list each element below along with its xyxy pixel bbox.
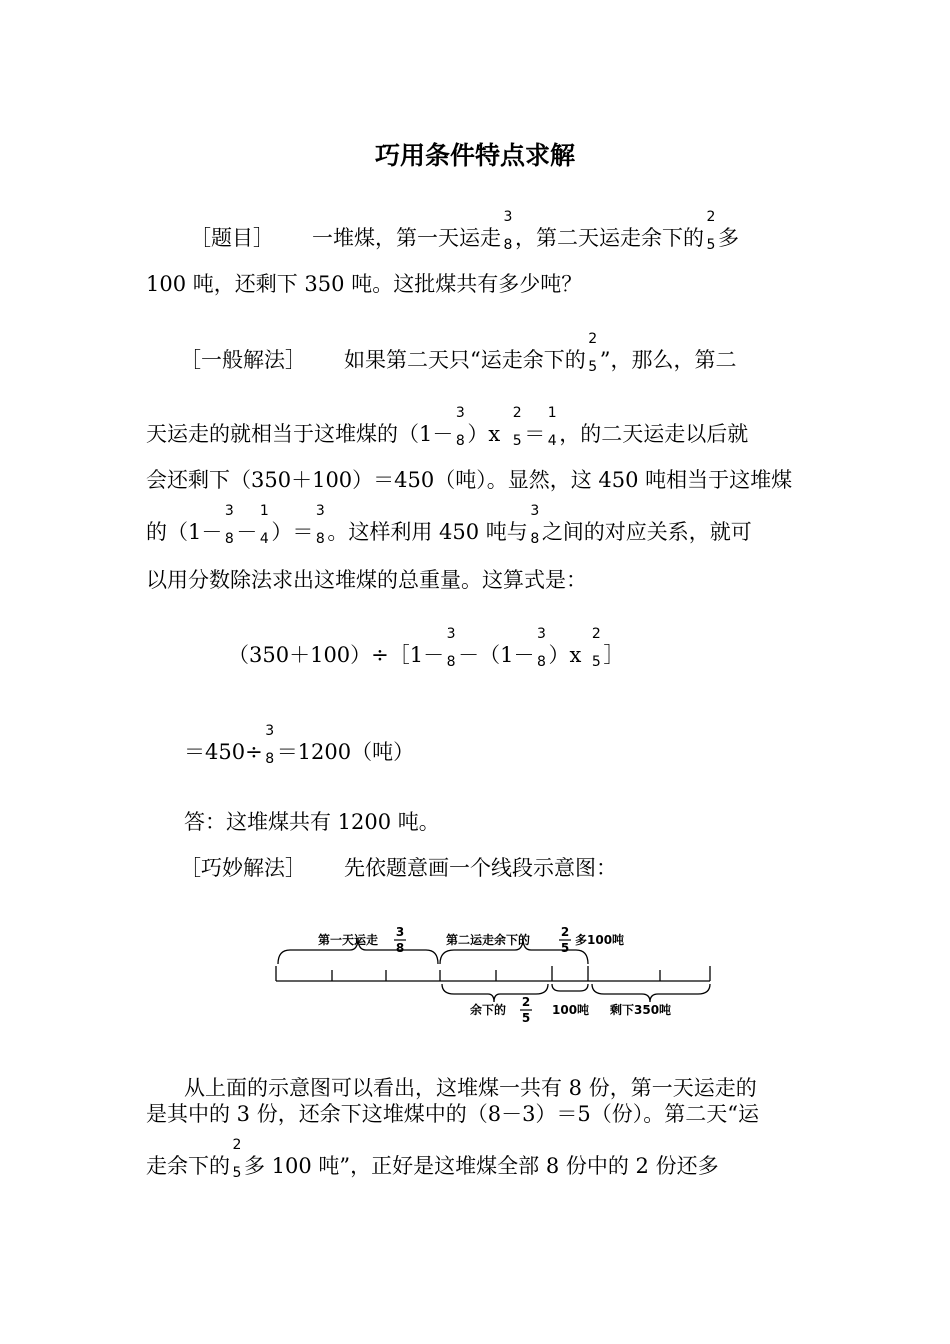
- svg-text:5: 5: [560, 941, 570, 955]
- svg-text:8: 8: [395, 941, 405, 955]
- svg-text:2: 2: [521, 995, 531, 1009]
- general-line-1: ［一般解法］ 如果第二天只“运走余下的 2 5 ”，那么，第二: [180, 331, 737, 375]
- general-line-4: 的（1－ 3 8 － 1 4 ）＝ 3 8 。这样利用 450 吨与 3 8 之间的对应关系，就可: [146, 503, 752, 547]
- brace-100-tons: [552, 984, 588, 991]
- problem-text: 一堆煤，第一天运走: [312, 226, 501, 250]
- clever-line: ［巧妙解法］ 先依题意画一个线段示意图：: [180, 856, 617, 880]
- diagram-label-remaining: 余下的: [470, 1003, 507, 1017]
- diagram-label-second-day: 第二运走余下的: [446, 933, 531, 947]
- brace-350-tons: [592, 984, 710, 1002]
- problem-line-1: ［题目］ 一堆煤，第一天运走 3 8 ，第二天运走余下的 2 5 多: [190, 209, 739, 253]
- answer-line: 答：这堆煤共有 1200 吨。: [184, 810, 440, 834]
- page-title: 巧用条件特点求解: [374, 141, 575, 170]
- svg-text:多100吨: 多100吨: [575, 933, 625, 947]
- problem-line-2: 100 吨，还剩下 350 吨。这批煤共有多少吨？: [146, 272, 583, 296]
- general-line-3: 会还剩下（350＋100）＝450（吨）。显然，这 450 吨相当于这堆煤: [146, 468, 793, 492]
- general-line-5: 以用分数除法求出这堆煤的总重量。这算式是：: [146, 568, 587, 592]
- brace-remaining-fraction: [442, 984, 548, 1002]
- diagram-label-350: 剩下350吨: [610, 1003, 672, 1017]
- general-label: ［一般解法］: [180, 348, 306, 372]
- explain-line-3: 走余下的 2 5 多 100 吨”，正好是这堆煤全部 8 份中的 2 份还多: [146, 1137, 719, 1181]
- line-segment-diagram: [270, 914, 715, 1024]
- problem-label: ［题目］: [190, 226, 274, 250]
- explain-line-1: 从上面的示意图可以看出，这堆煤一共有 8 份，第一天运走的: [184, 1076, 757, 1100]
- svg-text:5: 5: [521, 1011, 531, 1024]
- explain-line-2: 是其中的 3 份，还余下这堆煤中的（8－3）＝5（份）。第二天“运: [146, 1102, 760, 1126]
- diagram-svg: [270, 914, 715, 1024]
- general-line-2: 天运走的就相当于这堆煤的（1－ 3 8 ）x 2 5 ＝ 1 4 ，的二天运走以后就: [146, 405, 749, 449]
- svg-text:2: 2: [560, 925, 570, 939]
- svg-text:3: 3: [395, 925, 405, 939]
- diagram-label-first-day: 第一天运走: [318, 933, 379, 947]
- clever-label: ［巧妙解法］: [180, 856, 306, 880]
- formula-line-1: （350＋100）÷［1－ 3 8 －（1－ 3 8 ）x 2 5 ］: [228, 626, 625, 670]
- diagram-label-100: 100吨: [552, 1003, 590, 1017]
- formula-line-2: ＝450÷ 3 8 ＝1200（吨）: [184, 723, 415, 767]
